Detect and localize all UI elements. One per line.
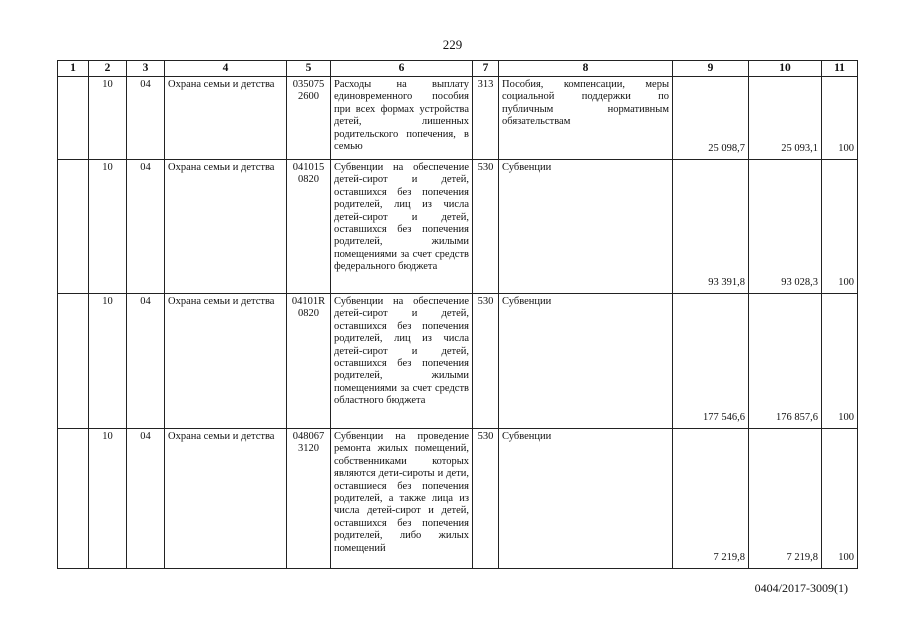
table-row	[58, 77, 858, 160]
cell-expense-type: Субвенции	[499, 294, 673, 429]
cell-section: 10	[89, 294, 127, 429]
cell-description: Субвенции на проведение ремонта жилых помещений, собственниками которых являются дети-сироты и дети, оставшиеся без попечения родителей, а также лица из числа детей-сирот и детей, оставшихся без попечения родителей, либо жилых помещений	[331, 429, 473, 569]
cell-actual: 25 093,1	[749, 77, 822, 160]
cell-planned: 7 219,8	[673, 429, 749, 569]
col-header: 4	[165, 61, 287, 77]
cell-expense-code: 530	[473, 294, 499, 429]
cell-actual: 176 857,6	[749, 294, 822, 429]
cell-subsection: 04	[127, 294, 165, 429]
cell-expense-type: Пособия, компенсации, меры социальной поддержки по публичным нормативным обязательствам	[499, 77, 673, 160]
header-row	[58, 61, 858, 77]
cell-percent: 100	[822, 294, 858, 429]
cell-section-name: Охрана семьи и детства	[165, 294, 287, 429]
cell-percent: 100	[822, 77, 858, 160]
cell-subsection: 04	[127, 77, 165, 160]
cell-actual: 7 219,8	[749, 429, 822, 569]
cell-description: Субвенции на обеспечение детей-сирот и детей, оставшихся без попечения родителей, лиц из числа детей-сирот и детей, оставшихся без попечения родителей, жилыми помещениями за счет средств областного бюджета	[331, 294, 473, 429]
cell-description: Расходы на выплату единовременного пособия при всех формах устройства детей, лишенных родительского попечения, в семью	[331, 77, 473, 160]
cell-section-name: Охрана семьи и детства	[165, 160, 287, 294]
cell-actual: 93 028,3	[749, 160, 822, 294]
col-header: 6	[331, 61, 473, 77]
cell	[58, 429, 89, 569]
document-id: 0404/2017-3009(1)	[754, 581, 848, 595]
col-header: 1	[58, 61, 89, 77]
cell-subsection: 04	[127, 160, 165, 294]
col-header: 7	[473, 61, 499, 77]
cell-planned: 177 546,6	[673, 294, 749, 429]
cell-target-code: 048067 3120	[287, 429, 331, 569]
col-header: 9	[673, 61, 749, 77]
cell	[58, 77, 89, 160]
page-number: 229	[442, 37, 463, 52]
cell-section-name: Охрана семьи и детства	[165, 77, 287, 160]
cell-section-name: Охрана семьи и детства	[165, 429, 287, 569]
cell-description: Субвенции на обеспечение детей-сирот и детей, оставшихся без попечения родителей, лиц из числа детей-сирот и детей, оставшихся без попечения родителей, жилыми помещениями за счет средств федерального бюджета	[331, 160, 473, 294]
table-row	[58, 429, 858, 569]
cell-target-code: 041015 0820	[287, 160, 331, 294]
cell-expense-code: 313	[473, 77, 499, 160]
cell-section: 10	[89, 77, 127, 160]
cell-section: 10	[89, 429, 127, 569]
cell-target-code: 035075 2600	[287, 77, 331, 160]
cell-expense-type: Субвенции	[499, 160, 673, 294]
col-header: 2	[89, 61, 127, 77]
cell-percent: 100	[822, 429, 858, 569]
cell-percent: 100	[822, 160, 858, 294]
col-header: 10	[749, 61, 822, 77]
cell-planned: 25 098,7	[673, 77, 749, 160]
col-header: 5	[287, 61, 331, 77]
budget-table	[57, 60, 858, 569]
cell-target-code: 04101R 0820	[287, 294, 331, 429]
table-row	[58, 160, 858, 294]
cell-expense-code: 530	[473, 429, 499, 569]
cell	[58, 160, 89, 294]
cell	[58, 294, 89, 429]
cell-section: 10	[89, 160, 127, 294]
table-row	[58, 294, 858, 429]
col-header: 11	[822, 61, 858, 77]
col-header: 8	[499, 61, 673, 77]
cell-planned: 93 391,8	[673, 160, 749, 294]
cell-expense-code: 530	[473, 160, 499, 294]
cell-subsection: 04	[127, 429, 165, 569]
col-header: 3	[127, 61, 165, 77]
cell-expense-type: Субвенции	[499, 429, 673, 569]
